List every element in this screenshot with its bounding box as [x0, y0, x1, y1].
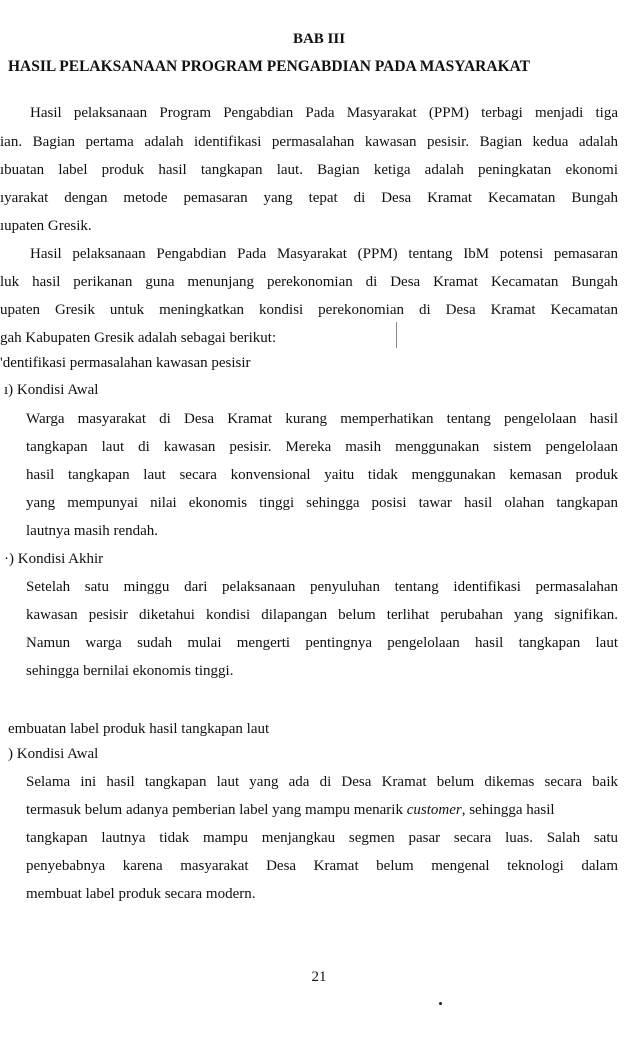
intro-line-5: ıupaten Gresik. [0, 218, 92, 234]
section2-a-line-2-text: termasuk belum adanya pemberian label yang mampu menarik [26, 802, 407, 818]
customer-italic: customer [406, 802, 462, 818]
intro-line-2: ian. Bagian pertama adalah identifikasi permasalahan kawasan pesisir. Bagian kedua adalah [0, 134, 618, 150]
para2-line-1: Hasil pelaksanaan Pengabdian Pada Masyarakat (PPM) tentang IbM potensi pemasaran [30, 246, 618, 262]
scan-mark [396, 322, 397, 348]
section1-a-line-4: yang mempunyai nilai ekonomis tinggi sehingga posisi tawar hasil olahan tangkapan [26, 495, 618, 511]
section2-a-line-5: membuat label produk secara modern. [26, 886, 256, 902]
section2-a-label: ) Kondisi Awal [8, 746, 99, 762]
section1-b-line-3: Namun warga sudah mulai mengerti pentingnya pengelolaan hasil tangkapan laut [26, 635, 618, 651]
para2-line-3: upaten Gresik untuk meningkatkan kondisi perekonomian di Desa Kramat Kecamatan [0, 302, 618, 318]
section2-heading: embuatan label produk hasil tangkapan laut [8, 721, 270, 737]
section1-a-line-2: tangkapan laut di kawasan pesisir. Mereka masih menggunakan sistem pengelolaan [26, 439, 618, 455]
para2-line-4: gah Kabupaten Gresik adalah sebagai berikut: [0, 330, 277, 346]
chapter-heading: BAB III [292, 31, 346, 47]
section2-a-line-2-tail: , sehingga hasil [461, 802, 555, 818]
section1-b-line-2: kawasan pesisir diketahui kondisi dilapangan belum terlihat perubahan yang signifikan. [26, 607, 618, 623]
intro-line-3: ıbuatan label produk hasil tangkapan laut. Bagian ketiga adalah peningkatan ekonomi [0, 162, 618, 178]
page-number: 21 [311, 969, 327, 985]
section1-a-line-5: lautnya masih rendah. [26, 523, 159, 539]
section1-b-line-1: Setelah satu minggu dari pelaksanaan penyuluhan tentang identifikasi permasalahan [26, 579, 618, 595]
section1-a-line-1: Warga masyarakat di Desa Kramat kurang memperhatikan tentang pengelolaan hasil [26, 411, 618, 427]
para2-line-2: luk hasil perikanan guna menunjang perekonomian di Desa Kramat Kecamatan Bungah [0, 274, 618, 290]
page-title: HASIL PELAKSANAAN PROGRAM PENGABDIAN PADA MASYARAKAT [8, 58, 531, 75]
intro-line-4: ıyarakat dengan metode pemasaran yang tepat di Desa Kramat Kecamatan Bungah [0, 190, 618, 206]
section1-b-line-4: sehingga bernilai ekonomis tinggi. [26, 663, 234, 679]
scan-dot [439, 1002, 442, 1005]
section1-a-label: ı) Kondisi Awal [4, 382, 99, 398]
section2-a-line-4: penyebabnya karena masyarakat Desa Kramat belum mengenal teknologi dalam [26, 858, 618, 874]
section1-a-line-3: hasil tangkapan laut secara konvensional yaitu tidak menggunakan kemasan produk [26, 467, 618, 483]
section2-a-line-1: Selama ini hasil tangkapan laut yang ada di Desa Kramat belum dikemas secara baik [26, 774, 618, 790]
section2-a-line-3: tangkapan lautnya tidak mampu menjangkau segmen pasar secara luas. Salah satu [26, 830, 618, 846]
intro-line-1: Hasil pelaksanaan Program Pengabdian Pada Masyarakat (PPM) terbagi menjadi tiga [30, 105, 618, 121]
section1-heading: 'dentifikasi permasalahan kawasan pesisir [0, 355, 251, 371]
section1-b-label: ·) Kondisi Akhir [4, 551, 104, 567]
section2-a-line-2 [26, 801, 618, 819]
